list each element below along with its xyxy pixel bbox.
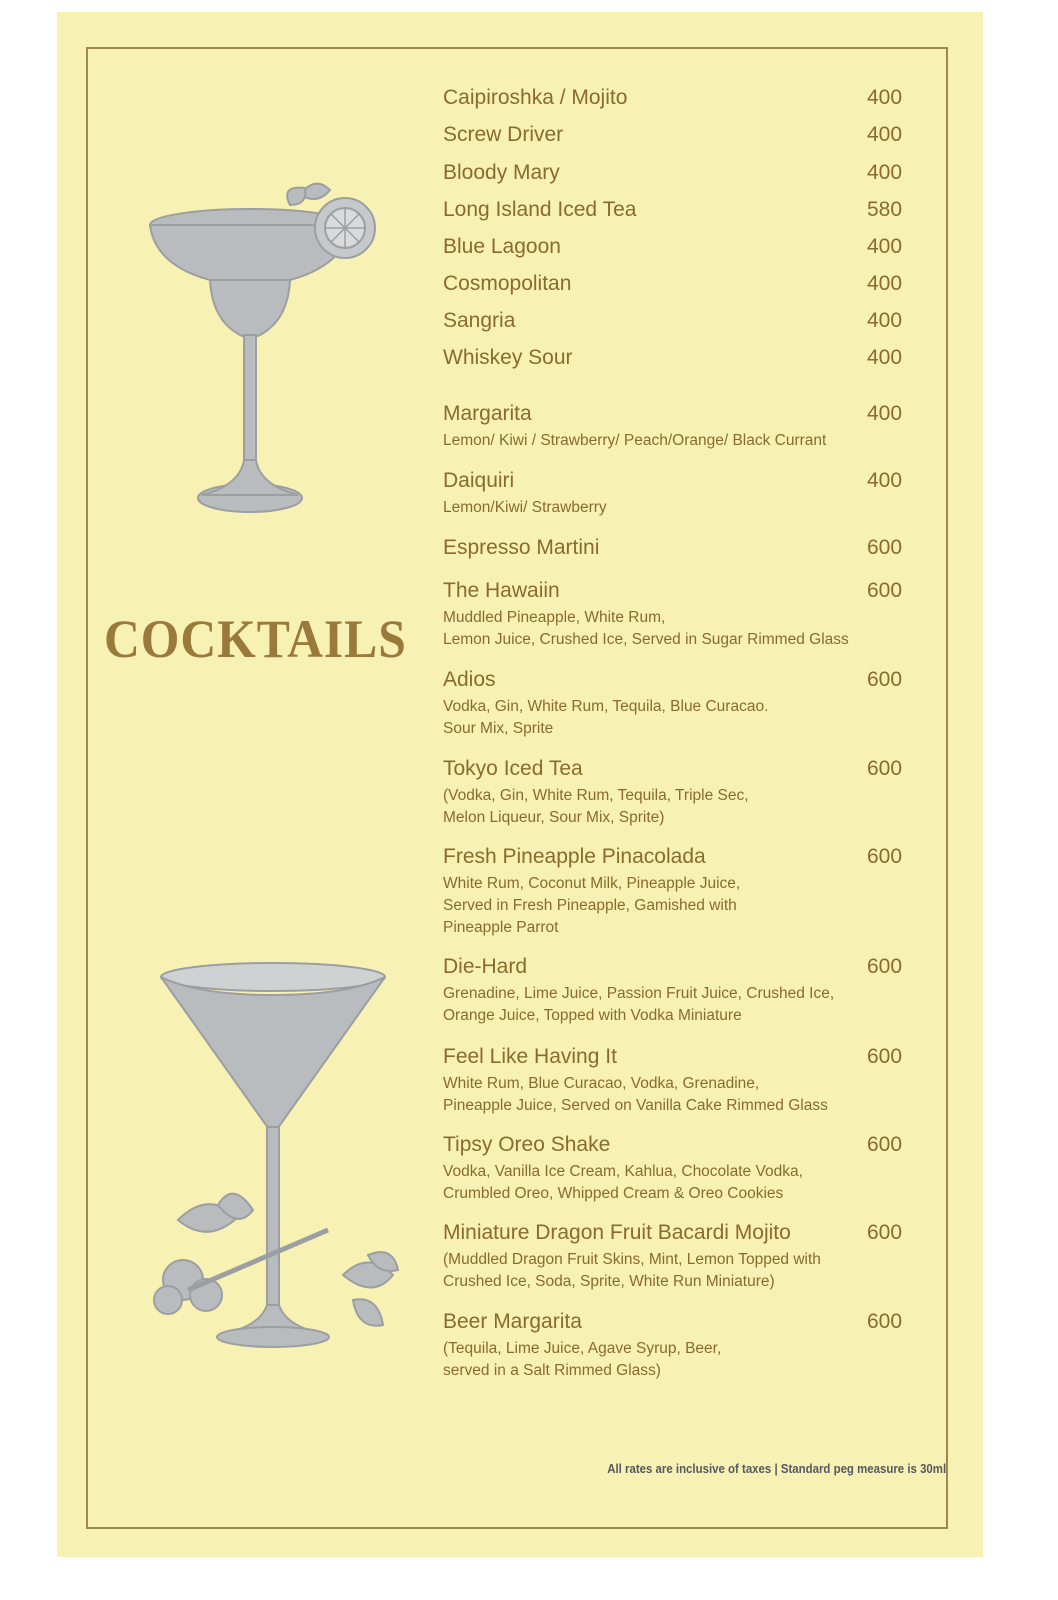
menu-item [443,1045,913,1117]
menu-item-price: 600 [867,579,903,602]
menu-item-row [443,346,913,374]
menu-item-price: 600 [867,536,903,559]
menu-item-row [443,402,913,430]
menu-item-price: 600 [867,1221,903,1244]
menu-item-row [443,272,913,300]
menu-item-price: 600 [867,1133,903,1156]
menu-item-price: 600 [867,1045,903,1068]
menu-item-description: (Tequila, Lime Juice, Agave Syrup, Beer, [443,1340,722,1357]
menu-item-description: Pineapple Juice, Served on Vanilla Cake Rimmed Glass [443,1097,828,1114]
menu-item-row [443,757,913,785]
menu-item [443,235,913,263]
menu-item-description: Crushed Ice, Soda, Sprite, White Run Miniature) [443,1273,775,1290]
menu-item-row [443,86,913,114]
menu-item [443,86,913,114]
margarita-glass-illustration [140,170,390,530]
menu-item [443,1310,913,1382]
menu-item-name: The Hawaiin [443,579,560,602]
menu-item-description: Vodka, Vanilla Ice Cream, Kahlua, Chocolate Vodka, [443,1163,803,1180]
menu-item [443,1221,913,1293]
menu-item-row [443,668,913,696]
menu-item-row [443,123,913,151]
menu-item-row [443,1133,913,1161]
menu-item-description: Sour Mix, Sprite [443,720,554,737]
menu-item-name: Blue Lagoon [443,235,561,258]
menu-item-description: Grenadine, Lime Juice, Passion Fruit Juice, Crushed Ice, [443,985,835,1002]
menu-item-description: White Rum, Blue Curacao, Vodka, Grenadine, [443,1075,760,1092]
menu-item-name: Beer Margarita [443,1310,582,1333]
menu-item-price: 400 [867,161,903,184]
menu-item-name: Bloody Mary [443,161,560,184]
menu-item-description: Orange Juice, Topped with Vodka Miniature [443,1007,742,1024]
menu-item-price: 600 [867,1310,903,1333]
menu-item-name: Margarita [443,402,532,425]
menu-item-name: Die-Hard [443,955,528,978]
menu-item-description: Crumbled Oreo, Whipped Cream & Oreo Cookies [443,1185,784,1202]
menu-item [443,668,913,740]
menu-item-description: Melon Liqueur, Sour Mix, Sprite) [443,809,665,826]
menu-item [443,123,913,151]
menu-item-description: White Rum, Coconut Milk, Pineapple Juice, [443,875,741,892]
menu-item-name: Feel Like Having It [443,1045,617,1068]
menu-item-description: Pineapple Parrot [443,919,559,936]
menu-item-name: Miniature Dragon Fruit Bacardi Mojito [443,1221,791,1244]
menu-item-price: 400 [867,86,903,109]
menu-item-price: 400 [867,123,903,146]
menu-item [443,272,913,300]
menu-item-description: (Muddled Dragon Fruit Skins, Mint, Lemon Topped with [443,1251,821,1268]
menu-item-name: Sangria [443,309,516,332]
menu-item-row [443,198,913,226]
menu-item-price: 600 [867,955,903,978]
menu-item-name: Long Island Iced Tea [443,198,637,221]
menu-item-price: 600 [867,757,903,780]
menu-item-row [443,309,913,337]
menu-item-name: Cosmopolitan [443,272,572,295]
menu-item-row [443,235,913,263]
menu-item-description: Vodka, Gin, White Rum, Tequila, Blue Curacao. [443,698,769,715]
menu-item-price: 400 [867,402,903,425]
menu-item [443,955,913,1027]
menu-item [443,845,913,939]
menu-item-row [443,469,913,497]
menu-item-description: served in a Salt Rimmed Glass) [443,1362,661,1379]
tax-note: All rates are inclusive of taxes | Standard peg measure is 30ml [607,1461,946,1476]
menu-item-description: Muddled Pineapple, White Rum, [443,609,666,626]
menu-item [443,469,913,519]
menu-item-row [443,536,913,564]
menu-item-name: Tipsy Oreo Shake [443,1133,611,1156]
menu-item-description: Served in Fresh Pineapple, Gamished with [443,897,737,914]
menu-item [443,536,913,564]
menu-item-price: 400 [867,272,903,295]
menu-item-row [443,955,913,983]
menu-item-price: 400 [867,346,903,369]
menu-item-price: 600 [867,668,903,691]
menu-item-price: 400 [867,235,903,258]
menu-item-name: Caipiroshka / Mojito [443,86,628,109]
menu-item [443,198,913,226]
menu-item [443,402,913,452]
menu-item [443,346,913,374]
menu-item-price: 580 [867,198,903,221]
menu-item-name: Screw Driver [443,123,564,146]
menu-item-description: Lemon/Kiwi/ Strawberry [443,499,607,516]
menu-item-price: 400 [867,469,903,492]
menu-item-name: Adios [443,668,496,691]
menu-item-description: (Vodka, Gin, White Rum, Tequila, Triple Sec, [443,787,749,804]
menu-item-name: Fresh Pineapple Pinacolada [443,845,706,868]
menu-item-name: Tokyo Iced Tea [443,757,583,780]
menu-item-row [443,845,913,873]
menu-item-row [443,1221,913,1249]
menu-item [443,579,913,651]
menu-item [443,309,913,337]
menu-item [443,757,913,829]
menu-item-name: Whiskey Sour [443,346,573,369]
menu-item-row [443,1310,913,1338]
menu-item-name: Daiquiri [443,469,515,492]
menu-item-description: Lemon/ Kiwi / Strawberry/ Peach/Orange/ Black Currant [443,432,827,449]
martini-glass-illustration [148,955,418,1375]
menu-item-row [443,579,913,607]
menu-item-row [443,161,913,189]
menu-item-price: 600 [867,845,903,868]
menu-item [443,1133,913,1205]
menu-item-price: 400 [867,309,903,332]
menu-title: COCKTAILS [104,609,407,669]
menu-item-description: Lemon Juice, Crushed Ice, Served in Sugar Rimmed Glass [443,631,849,648]
menu-item [443,161,913,189]
menu-item-name: Espresso Martini [443,536,600,559]
menu-item-row [443,1045,913,1073]
